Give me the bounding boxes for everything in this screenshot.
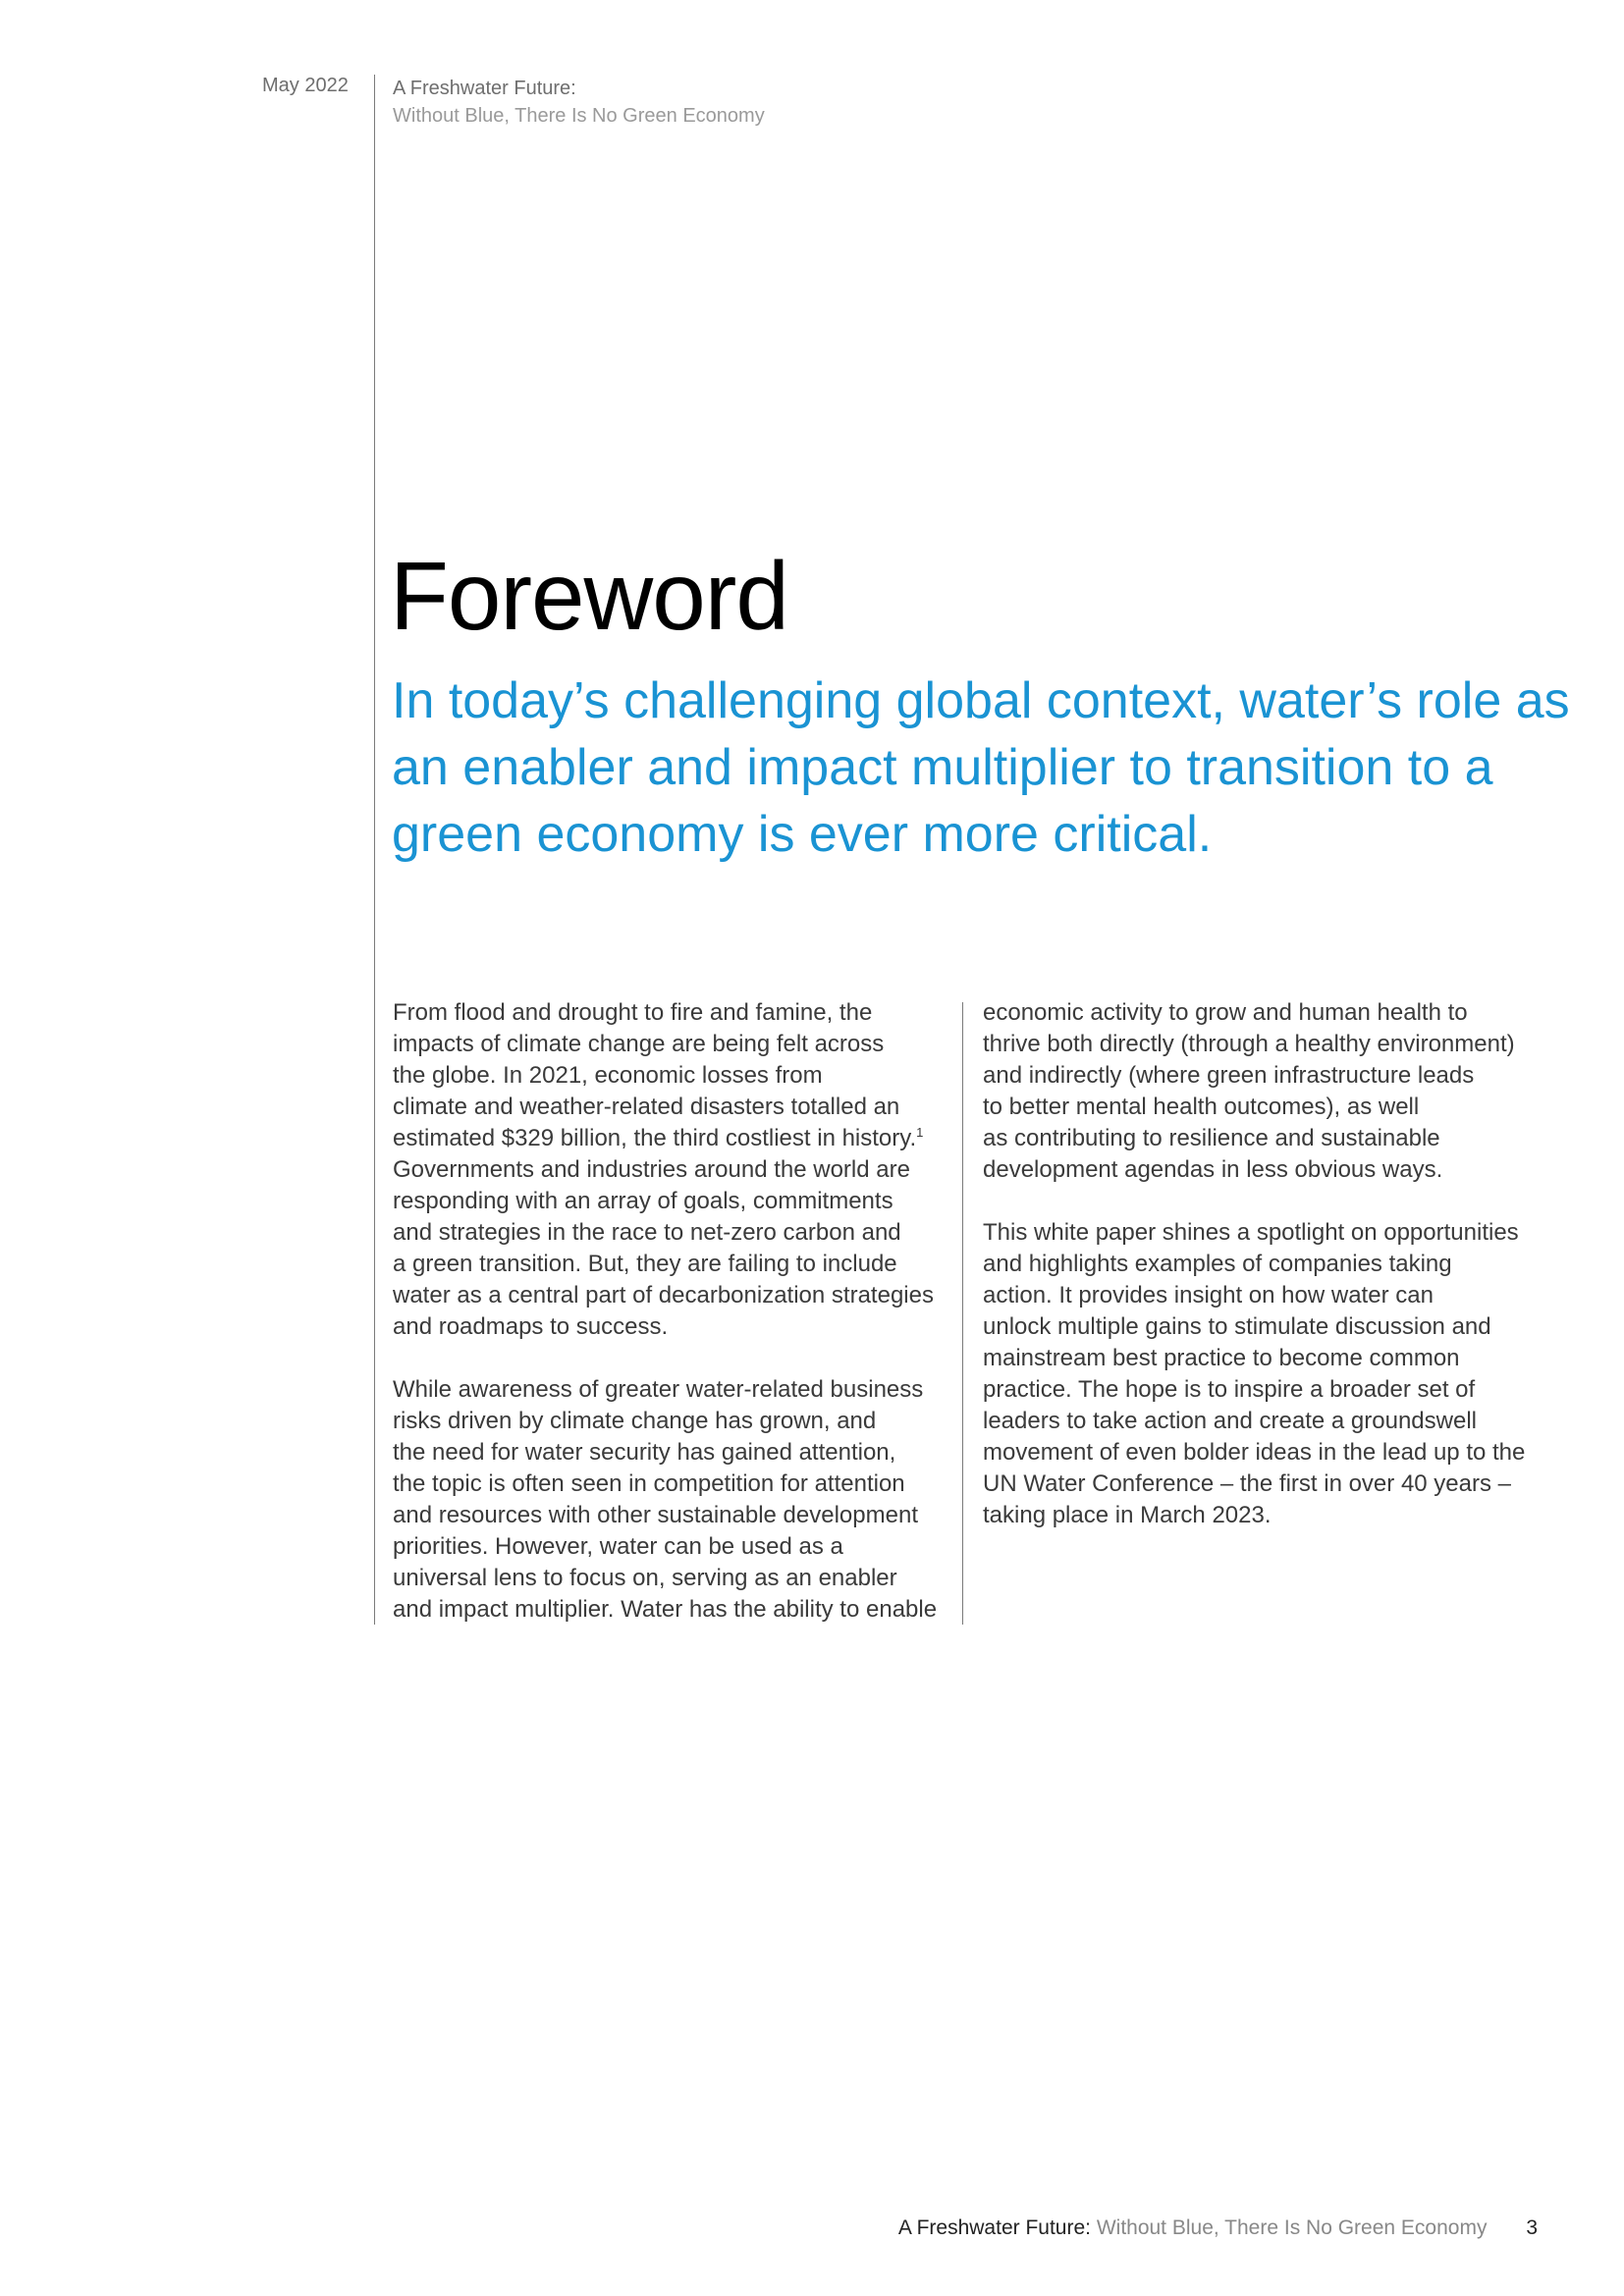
left-paragraph-1-text: From flood and drought to fire and famine, the impacts of climate change are being felt across the globe. In 2021, economic losses from climate and weather-related disasters totalled an estimated $329 billion, the third costliest in history.: [393, 999, 917, 1151]
left-paragraph-1-continued: Governments and industries around the world are responding with an array of goals, commitments and strategies in the race to net-zero carbon and a green transition. But, they are failing to include water as a central part of decarbonization strategies and roadmaps to success.: [393, 1156, 934, 1340]
left-paragraph-2: While awareness of greater water-related business risks driven by climate change has grown, and the need for water security has gained attention, the topic is often seen in competition for attention and resources with other sustainable development priorities. However, water can be used as a universal lens to focus on, serving as an enabler and impact multiplier. Water has the ability to enable: [393, 1376, 938, 1623]
footer-title-light: Without Blue, There Is No Green Economy: [1096, 2216, 1488, 2239]
right-paragraph-2: This white paper shines a spotlight on opportunities and highlights examples of companies taking action. It provides insight on how water can unlock multiple gains to stimulate discussion and mainstream best practice to become common practice. The hope is to inspire a broader set of leaders to take action and create a groundswell movement of even bolder ideas in the lead up to the UN Water Conference – the first in over 40 years – taking place in March 2023.: [983, 1219, 1526, 1528]
column-divider-rule: [962, 1002, 963, 1625]
header-subtitle: Without Blue, There Is No Green Economy: [393, 105, 765, 127]
page-number: 3: [1526, 2216, 1538, 2239]
header-document-title: [393, 75, 765, 130]
right-paragraph-1: economic activity to grow and human health to thrive both directly (through a healthy environment) and indirectly (where green infrastructure leads to better mental health outcomes), as well as contributing to resilience and sustainable development agendas in less obvious ways.: [983, 999, 1515, 1183]
left-paragraph-1: [393, 997, 952, 1343]
page-footer: [898, 2216, 1538, 2240]
left-vertical-rule: [374, 75, 375, 1625]
footnote-marker[interactable]: 1: [916, 1125, 924, 1140]
header-date: May 2022: [262, 75, 349, 96]
page-title: Foreword: [390, 542, 788, 650]
right-text-column: [983, 997, 1543, 1563]
footer-title-bold: A Freshwater Future:: [897, 2216, 1091, 2239]
header-title: A Freshwater Future:: [393, 78, 576, 99]
left-text-column: [393, 997, 952, 1657]
page-subheading: In today’s challenging global context, water’s role as an enabler and impact multiplier to transition to a green economy is ever more critical.: [392, 672, 1570, 863]
